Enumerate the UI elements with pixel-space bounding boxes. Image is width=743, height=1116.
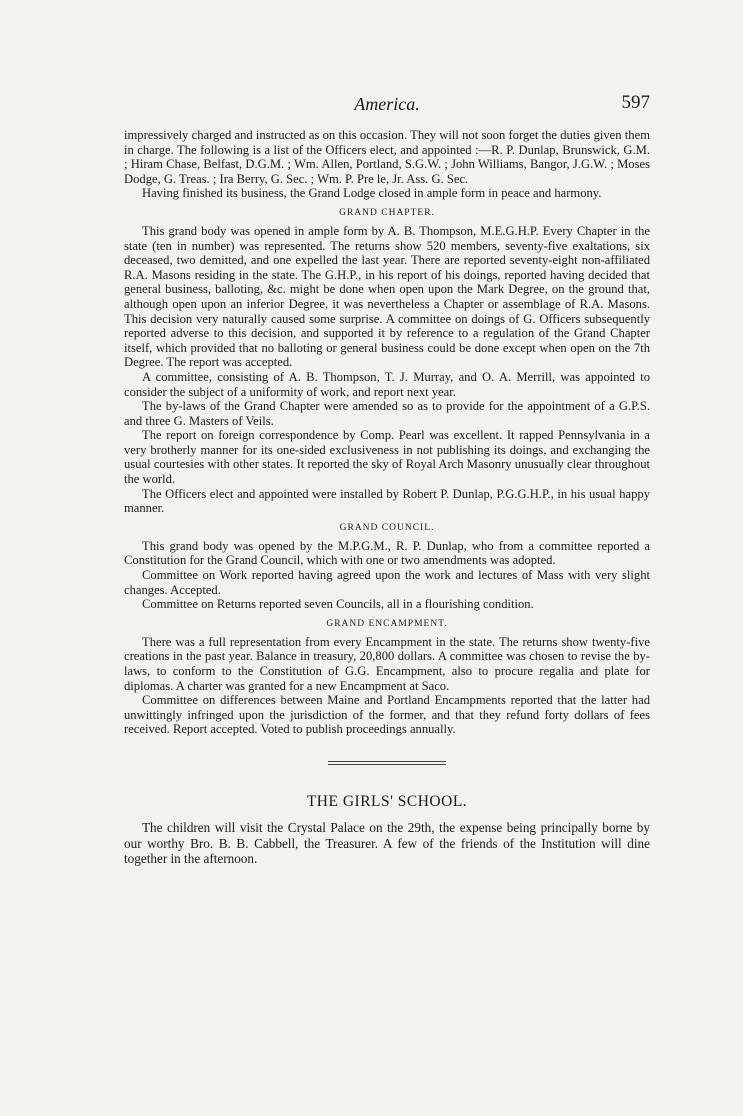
closing-paragraph: Having finished its business, the Grand Lodge closed in ample form in peace and harmony. [142,186,602,201]
running-title: America. [354,94,420,114]
body-paragraph: There was a full representation from every Encampment in the state. The returns show twenty-five creations in the past year. Balance in treasury, 20,800 dollars. A committee was chosen to revise the by-laws, to conform to the Constitution of G.G. Encampment, also to procure regalia and plate for diplomas. A charter was granted for a new Encampment at Saco. [124,634,650,693]
body-paragraph: The report on foreign correspondence by Comp. Pearl was excellent. It rapped Pennsylvania in a very brotherly manner for its one-sided exclusiveness in not publishing its doings, and exchanging the usual courtesies with other states. It reported the sky of Royal Arch Masonry unusually clear throughout the world. [124,428,650,487]
page-number: 597 [621,92,650,113]
body-paragraph: Committee on differences between Maine and Portland Encampments reported that the latter had unwittingly infringed upon the jurisdiction of the former, and that they refund forty dollars of fees received. Report accepted. Voted to publish proceedings annually. [124,693,650,737]
document-page [124,90,650,867]
body-paragraph: Committee on Returns reported seven Councils, all in a flourishing condition. [142,597,534,612]
body-paragraph: This grand body was opened by the M.P.G.M., R. P. Dunlap, who from a committee reported a Constitution for the Grand Council, which with one or two amendments was adopted. [124,538,650,568]
section-divider-rule [328,761,446,765]
body-paragraph: The Officers elect and appointed were installed by Robert P. Dunlap, P.G.G.H.P., in his usual happy manner. [124,486,650,516]
section-heading-grand-council: GRAND COUNCIL. [339,522,435,533]
body-paragraph: A committee, consisting of A. B. Thompson, T. J. Murray, and O. A. Merrill, was appointed to consider the subject of a uniformity of work, and report next year. [124,369,650,399]
section-heading-grand-chapter: GRAND CHAPTER. [339,207,435,218]
section-heading-grand-encampment: GRAND ENCAMPMENT. [326,618,448,629]
body-paragraph: The by-laws of the Grand Chapter were amended so as to provide for the appointment of a G.P.S. and three G. Masters of Veils. [124,399,650,428]
article-heading-girls-school: THE GIRLS' SCHOOL. [306,792,468,810]
continued-paragraph: impressively charged and instructed as on this occasion. They will not soon forget the duties given them in charge. The following is a list of the Officers elect, and appointed :—R. P. Dunlap, Brunswick, G.M. ; Hiram Chase, Belfast, D.G.M. ; Wm. Allen, Portland, S.G.W. ; John Williams, Bangor, J.G.W. ; Moses Dodge, G. Treas. ; Ira Berry, G. Sec. ; Wm. P. Pre le, Jr. Ass. G. Sec. [124,128,650,186]
body-paragraph: Committee on Work reported having agreed upon the work and lectures of Mass with very slight changes. Accepted. [124,568,650,597]
running-header [124,90,650,116]
body-paragraph: The children will visit the Crystal Palace on the 29th, the expense being principally borne by our worthy Bro. B. B. Cabbell, the Treasurer. A few of the friends of the Institution will dine together in the afternoon. [124,819,650,867]
body-paragraph: This grand body was opened in ample form by A. B. Thompson, M.E.G.H.P. Every Chapter in the state (ten in number) was represented. The returns show 520 members, seventy-five exaltations, six deceased, two demitted, and one expelled the last year. There are reported seventy-eight non-affiliated R.A. Masons residing in the state. The G.H.P., in his report of his doings, reported having decided that general business, balloting, &c. might be done when open upon the Mark Degree, on the ground that, although open upon an inferior Degree, it was nevertheless a Chapter or assemblage of R.A. Masons. This decision very naturally caused some surprise. A committee on doings of G. Officers subsequently reported adverse to this decision, and supported it by reference to a regulation of the Grand Chapter itself, which provided that no balloting or general business could be done except when open on the 7th Degree. The report was accepted. [124,223,650,370]
